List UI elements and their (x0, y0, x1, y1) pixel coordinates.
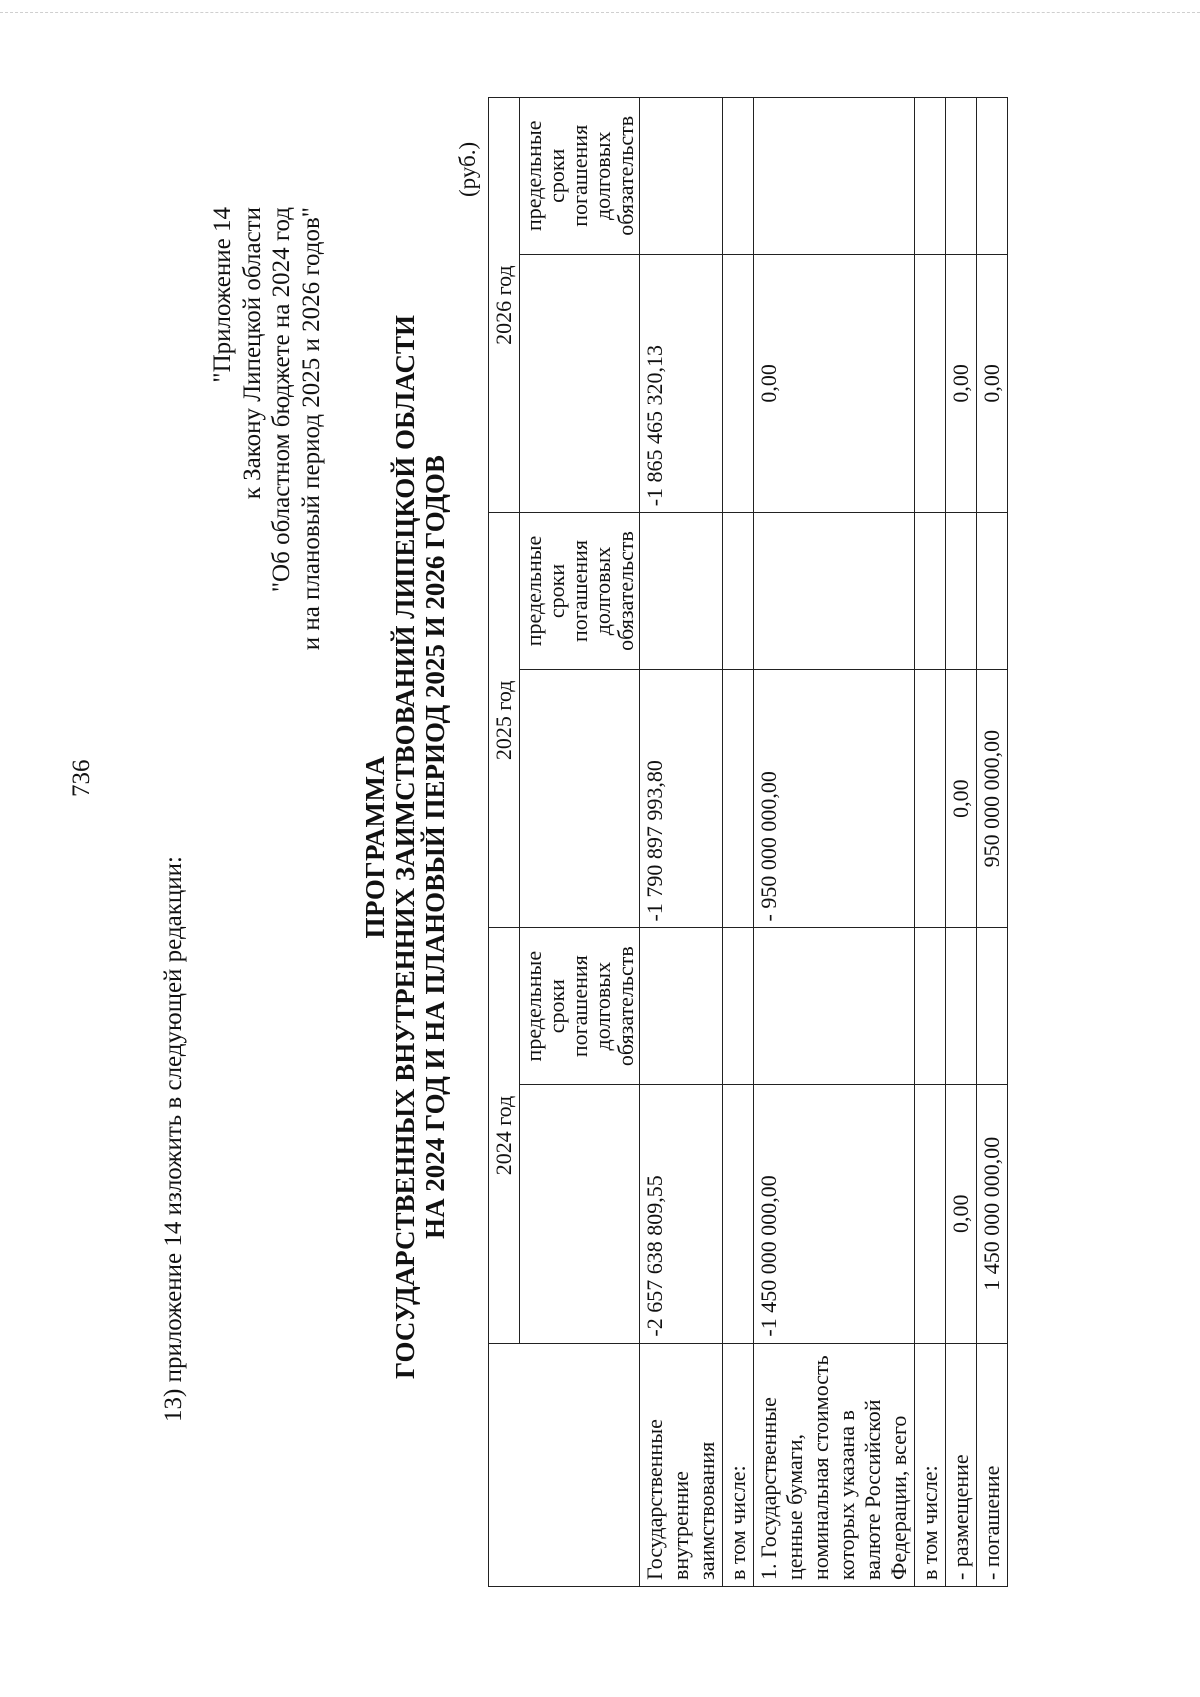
cell-term-2025 (754, 513, 915, 669)
header-term-2025: предельные сроки погашения долговых обязательств (520, 513, 640, 669)
title-line-2: ГОСУДАРСТВЕННЫХ ВНУТРЕННИХ ЗАИМСТВОВАНИЙ ЛИПЕЦКОЙ ОБЛАСТИ (390, 315, 421, 1379)
appendix-line-2: к Закону Липецкой области (238, 207, 266, 500)
header-empty (489, 1343, 640, 1586)
cell-2025 (915, 669, 946, 928)
table-header-row (489, 98, 520, 1587)
table-row (723, 98, 754, 1587)
row-label: - погашение (977, 1343, 1008, 1586)
cell-2024: 0,00 (946, 1084, 977, 1343)
cell-term-2024 (723, 928, 754, 1084)
borrowing-table (488, 97, 1008, 1587)
cell-term-2026 (946, 98, 977, 255)
cell-term-2024 (946, 928, 977, 1084)
cell-term-2024 (977, 928, 1008, 1084)
cell-term-2026 (977, 98, 1008, 255)
header-year-2025: 2025 год (489, 513, 520, 928)
cell-term-2025 (640, 513, 723, 669)
cell-term-2026 (640, 98, 723, 255)
table-row (946, 98, 977, 1587)
row-label: в том числе: (723, 1343, 754, 1586)
table-row (977, 98, 1008, 1587)
cell-2024: 1 450 000 000,00 (977, 1084, 1008, 1343)
cell-term-2024 (640, 928, 723, 1084)
header-year-2026: 2026 год (489, 98, 520, 513)
cell-2026: -1 865 465 320,13 (640, 254, 723, 513)
cell-2025 (723, 669, 754, 928)
header-amount-2026 (520, 254, 640, 513)
title-line-3: НА 2024 ГОД И НА ПЛАНОВЫЙ ПЕРИОД 2025 И 2026 ГОДОВ (420, 455, 451, 1239)
cell-2025: -1 790 897 993,80 (640, 669, 723, 928)
header-amount-2025 (520, 669, 640, 928)
header-term-2024: предельные сроки погашения долговых обязательств (520, 928, 640, 1084)
unit-label: (руб.) (455, 141, 480, 197)
page-number: 736 (68, 759, 95, 797)
row-label: - размещение (946, 1343, 977, 1586)
cell-2026 (915, 254, 946, 513)
cell-2026: 0,00 (977, 254, 1008, 513)
cell-2024: -2 657 638 809,55 (640, 1084, 723, 1343)
row-label: 1. Государственные ценные бумаги, номинальная стоимость которых указана в валюте Российской Федерации, всего (754, 1343, 915, 1586)
appendix-reference (208, 207, 326, 737)
cell-2024 (915, 1084, 946, 1343)
row-label: в том числе: (915, 1343, 946, 1586)
cell-term-2025 (977, 513, 1008, 669)
document-title (360, 147, 451, 1547)
cell-term-2025 (946, 513, 977, 669)
appendix-line-3: "Об областном бюджете на 2024 год (268, 207, 295, 593)
cell-2025: 950 000 000,00 (977, 669, 1008, 928)
table-row (754, 98, 915, 1587)
cell-term-2024 (754, 928, 915, 1084)
cell-term-2025 (915, 513, 946, 669)
appendix-line-1: "Приложение 14 (209, 207, 236, 383)
table-row (915, 98, 946, 1587)
cell-2026: 0,00 (754, 254, 915, 513)
title-line-1: ПРОГРАММА (360, 755, 390, 939)
cell-term-2026 (754, 98, 915, 255)
header-year-2024: 2024 год (489, 928, 520, 1343)
table-row (640, 98, 723, 1587)
appendix-line-4: и на плановый период 2025 и 2026 годов" (297, 207, 325, 651)
cell-term-2024 (915, 928, 946, 1084)
cell-term-2026 (723, 98, 754, 255)
cell-term-2025 (723, 513, 754, 669)
cell-2025: 0,00 (946, 669, 977, 928)
cell-2026: 0,00 (946, 254, 977, 513)
cell-2024: -1 450 000 000,00 (754, 1084, 915, 1343)
intro-text: 13) приложение 14 изложить в следующей редакции: (160, 856, 187, 1422)
header-term-2026: предельные сроки погашения долговых обязательств (520, 98, 640, 255)
cell-2026 (723, 254, 754, 513)
cell-term-2026 (915, 98, 946, 255)
header-amount-2024 (520, 1084, 640, 1343)
cell-2024 (723, 1084, 754, 1343)
row-label: Государственные внутренние заимствования (640, 1343, 723, 1586)
cell-2025: - 950 000 000,00 (754, 669, 915, 928)
